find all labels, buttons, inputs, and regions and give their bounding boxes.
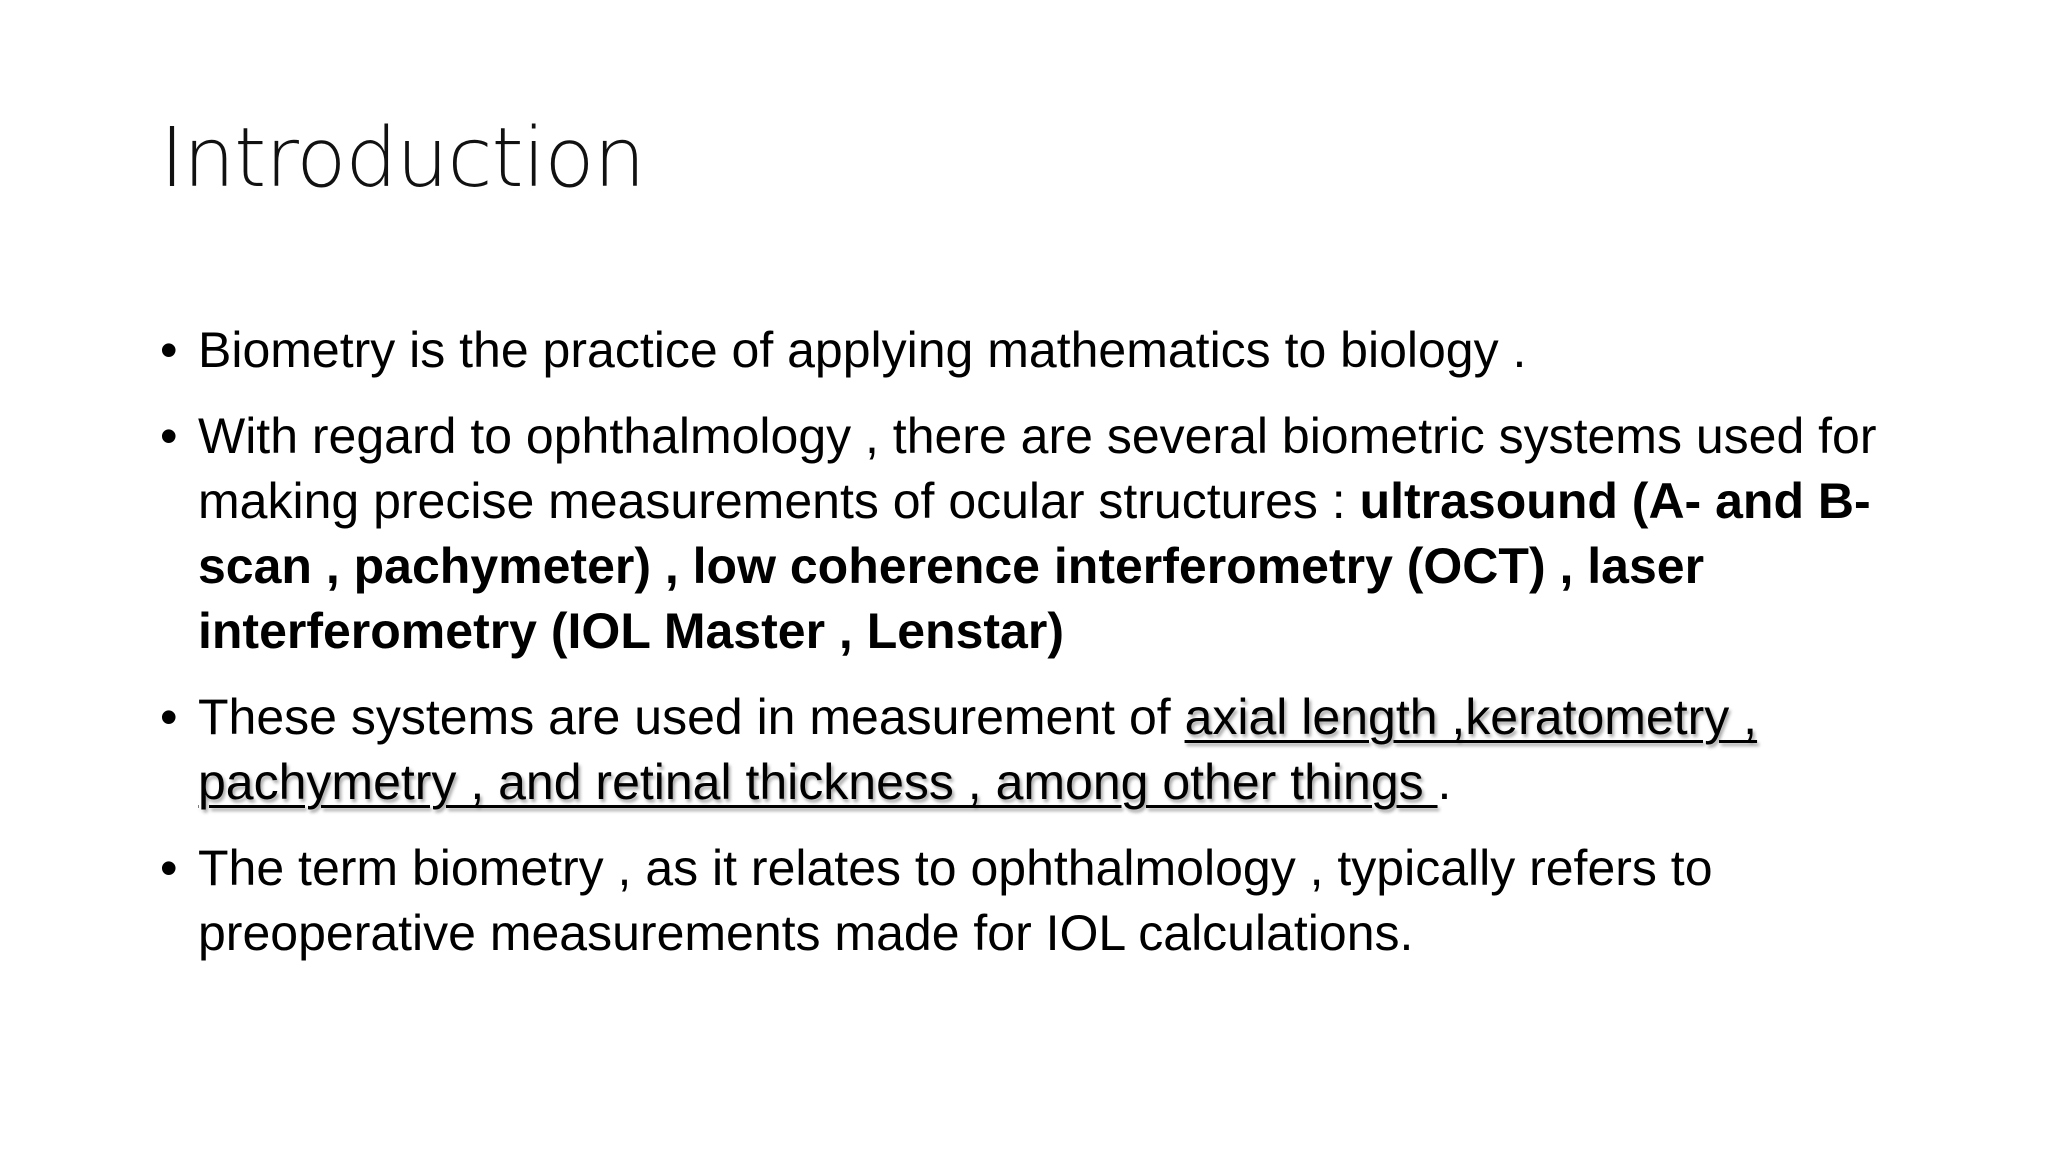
bullet-item-term-biometry bbox=[160, 836, 1940, 966]
bullet-item-measurements bbox=[160, 685, 1940, 815]
bullet-text: The term biometry , as it relates to ophthalmology , typically refers to preoperative measurements made for IOL calculations. bbox=[198, 840, 1713, 961]
bullet-item-biometric-systems bbox=[160, 404, 1940, 664]
bullet-text: Biometry is the practice of applying mathematics to biology . bbox=[198, 322, 1527, 378]
bullet-icon: • bbox=[160, 322, 178, 378]
bullet-icon: • bbox=[160, 408, 178, 464]
bullet-item-biometry-definition bbox=[160, 318, 1940, 383]
bullet-text: These systems are used in measurement of bbox=[198, 689, 1185, 745]
slide-title: Introduction bbox=[160, 111, 645, 206]
bullet-underlined-text: axial length ,keratometry , pachymetry , and retinal thickness , among other things bbox=[198, 689, 1758, 810]
bullet-list bbox=[160, 318, 1940, 987]
bullet-text: With regard to ophthalmology , there are several biometric systems used for making precise measurements of ocular structures : bbox=[198, 408, 1877, 529]
bullet-icon: • bbox=[160, 689, 178, 745]
bullet-trailing-text: . bbox=[1437, 754, 1452, 810]
bullet-bold-text: ultrasound (A- and B-scan , pachymeter) , low coherence interferometry (OCT) , laser interferometry (IOL Master , Lenstar) bbox=[198, 473, 1871, 659]
bullet-icon: • bbox=[160, 840, 178, 896]
